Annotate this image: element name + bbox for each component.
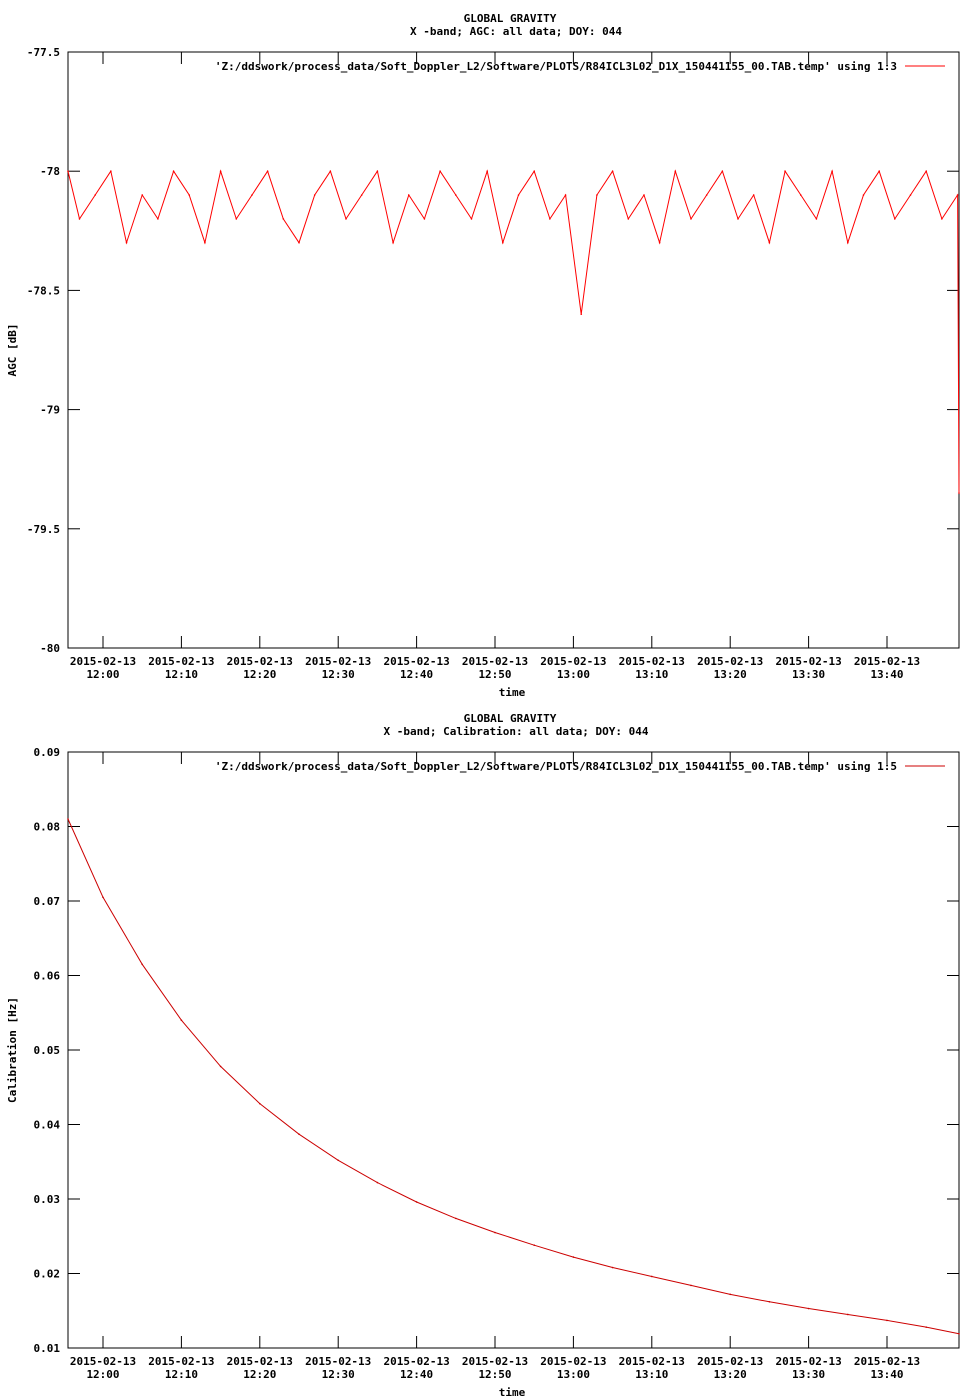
y-tick-label: 0.05 xyxy=(33,1044,60,1057)
x-tick-date: 2015-02-13 xyxy=(461,1355,529,1368)
y-tick-label: 0.01 xyxy=(33,1342,60,1355)
plot-frame xyxy=(68,52,959,648)
chart-title: GLOBAL GRAVITY xyxy=(463,12,557,25)
data-point xyxy=(690,218,692,220)
data-point xyxy=(941,218,943,220)
data-point xyxy=(706,194,708,196)
series-line xyxy=(68,171,959,493)
x-tick-date: 2015-02-13 xyxy=(69,655,137,668)
x-tick-date: 2015-02-13 xyxy=(69,1355,137,1368)
y-tick-label: 0.08 xyxy=(33,820,60,834)
data-point xyxy=(392,242,394,244)
data-point xyxy=(533,1244,535,1246)
x-tick-time: 13:30 xyxy=(792,1368,826,1381)
data-point xyxy=(259,1103,261,1105)
legend-label: 'Z:/ddswork/process_data/Soft_Doppler_L2/Software/PLOTS/R84ICL3L02_D1X_150441155_00.TAB.temp' using 1:5 xyxy=(214,760,897,773)
data-point xyxy=(361,194,363,196)
x-tick-time: 12:00 xyxy=(86,668,120,681)
data-point xyxy=(102,896,104,898)
data-point xyxy=(439,170,441,172)
calibration-series xyxy=(67,818,960,1334)
data-point xyxy=(808,1308,810,1310)
x-tick-date: 2015-02-13 xyxy=(461,655,529,668)
x-tick-time: 12:40 xyxy=(400,1368,434,1381)
data-point xyxy=(204,242,206,244)
y-tick-label: 0.03 xyxy=(33,1193,60,1206)
data-point xyxy=(416,1201,418,1203)
y-axis-label: Calibration [Hz] xyxy=(6,997,19,1103)
x-tick-date: 2015-02-13 xyxy=(226,1355,293,1368)
y-tick-label: 0.02 xyxy=(33,1267,60,1281)
agc-series xyxy=(67,170,960,493)
x-tick-date: 2015-02-13 xyxy=(148,655,215,668)
data-point xyxy=(729,1294,731,1296)
data-point xyxy=(958,492,960,494)
data-point xyxy=(847,1314,849,1316)
x-tick-date: 2015-02-13 xyxy=(618,1355,685,1368)
data-point xyxy=(690,1285,692,1287)
plot-frame xyxy=(68,752,959,1348)
chart-subtitle: X -band; AGC: all data; DOY: 044 xyxy=(410,25,622,38)
data-point xyxy=(769,242,771,244)
data-point xyxy=(157,218,159,220)
y-ticks xyxy=(27,46,959,655)
data-point xyxy=(455,1218,457,1220)
x-tick-date: 2015-02-13 xyxy=(853,1355,921,1368)
data-point xyxy=(220,170,222,172)
x-tick-date: 2015-02-13 xyxy=(226,655,293,668)
data-point xyxy=(377,170,379,172)
y-tick-label: -77.5 xyxy=(26,46,60,59)
x-tick-time: 12:20 xyxy=(243,1368,277,1381)
data-point xyxy=(298,1133,300,1135)
x-tick-time: 12:30 xyxy=(321,668,355,681)
data-point xyxy=(958,1333,960,1335)
data-point xyxy=(267,170,269,172)
calibration-chart xyxy=(6,712,960,1399)
y-tick-label: -78 xyxy=(40,165,60,179)
y-tick-label: 0.09 xyxy=(33,746,60,759)
data-point xyxy=(800,194,802,196)
x-tick-time: 13:30 xyxy=(792,668,826,681)
legend-label: 'Z:/ddswork/process_data/Soft_Doppler_L2/Software/PLOTS/R84ICL3L02_D1X_150441155_00.TAB.temp' using 1:3 xyxy=(214,60,897,73)
data-point xyxy=(580,313,582,315)
data-point xyxy=(753,194,755,196)
x-tick-date: 2015-02-13 xyxy=(853,655,921,668)
data-point xyxy=(110,170,112,172)
agc-chart xyxy=(6,12,960,699)
x-tick-date: 2015-02-13 xyxy=(383,655,450,668)
x-ticks xyxy=(70,752,920,1381)
data-point xyxy=(298,242,300,244)
chart-subtitle: X -band; Calibration: all data; DOY: 044 xyxy=(383,725,649,738)
data-point xyxy=(518,194,520,196)
data-point xyxy=(330,170,332,172)
data-point xyxy=(533,170,535,172)
data-point xyxy=(612,170,614,172)
data-point xyxy=(769,1301,771,1303)
x-tick-time: 13:40 xyxy=(870,668,904,681)
x-tick-time: 12:00 xyxy=(86,1368,120,1381)
data-point xyxy=(94,194,96,196)
data-point xyxy=(894,218,896,220)
data-point xyxy=(651,1276,653,1278)
data-point xyxy=(235,218,237,220)
x-tick-time: 13:20 xyxy=(713,1368,747,1381)
data-point xyxy=(471,218,473,220)
data-point xyxy=(675,170,677,172)
x-tick-time: 13:10 xyxy=(635,1368,669,1381)
data-point xyxy=(573,1256,575,1258)
x-tick-date: 2015-02-13 xyxy=(618,655,685,668)
x-tick-date: 2015-02-13 xyxy=(775,655,842,668)
data-point xyxy=(878,170,880,172)
chart-title: GLOBAL GRAVITY xyxy=(463,712,557,725)
data-point xyxy=(925,1326,927,1328)
x-tick-date: 2015-02-13 xyxy=(383,1355,450,1368)
data-point xyxy=(408,194,410,196)
data-point xyxy=(283,218,285,220)
data-point xyxy=(596,194,598,196)
data-point xyxy=(925,170,927,172)
data-point xyxy=(659,242,661,244)
x-tick-date: 2015-02-13 xyxy=(697,655,764,668)
data-point xyxy=(79,218,81,220)
data-point xyxy=(220,1066,222,1068)
data-point xyxy=(549,218,551,220)
x-tick-date: 2015-02-13 xyxy=(775,1355,842,1368)
x-axis-label: time xyxy=(498,1386,526,1399)
y-tick-label: 0.06 xyxy=(33,969,60,983)
data-point xyxy=(455,194,457,196)
x-tick-time: 12:30 xyxy=(321,1368,355,1381)
x-tick-time: 12:40 xyxy=(400,668,434,681)
data-point xyxy=(863,194,865,196)
data-point xyxy=(377,1182,379,1184)
data-point xyxy=(910,194,912,196)
data-point xyxy=(141,964,143,966)
y-tick-label: -79.5 xyxy=(26,522,60,536)
data-point xyxy=(67,170,69,172)
x-tick-time: 13:40 xyxy=(870,1368,904,1381)
x-axis-label: time xyxy=(498,686,526,699)
data-point xyxy=(565,194,567,196)
data-point xyxy=(612,1267,614,1269)
data-point xyxy=(141,194,143,196)
data-point xyxy=(181,1019,183,1021)
data-point xyxy=(188,194,190,196)
y-ticks xyxy=(34,746,960,1355)
x-tick-date: 2015-02-13 xyxy=(540,1355,607,1368)
x-tick-time: 12:50 xyxy=(478,1368,512,1381)
data-point xyxy=(486,170,488,172)
x-tick-date: 2015-02-13 xyxy=(540,655,607,668)
series-line xyxy=(68,819,959,1334)
data-point xyxy=(345,218,347,220)
x-tick-time: 13:20 xyxy=(713,668,747,681)
x-tick-time: 12:20 xyxy=(243,668,277,681)
data-point xyxy=(173,170,175,172)
y-tick-label: 0.07 xyxy=(33,895,60,908)
data-point xyxy=(722,170,724,172)
x-tick-date: 2015-02-13 xyxy=(305,1355,372,1368)
data-point xyxy=(816,218,818,220)
y-axis-label: AGC [dB] xyxy=(6,323,19,377)
x-ticks xyxy=(70,52,920,681)
x-tick-time: 12:50 xyxy=(478,668,512,681)
y-tick-label: -80 xyxy=(40,642,60,655)
data-point xyxy=(314,194,316,196)
data-point xyxy=(737,218,739,220)
data-point xyxy=(627,218,629,220)
data-point xyxy=(424,218,426,220)
y-tick-label: -79 xyxy=(40,403,60,417)
x-tick-date: 2015-02-13 xyxy=(148,1355,215,1368)
data-point xyxy=(957,194,959,196)
x-tick-date: 2015-02-13 xyxy=(697,1355,764,1368)
data-point xyxy=(126,242,128,244)
y-tick-label: 0.04 xyxy=(33,1118,60,1132)
data-point xyxy=(494,1232,496,1234)
x-tick-time: 13:00 xyxy=(556,1368,590,1381)
data-point xyxy=(886,1320,888,1322)
x-tick-time: 13:10 xyxy=(635,668,669,681)
data-point xyxy=(502,242,504,244)
data-point xyxy=(831,170,833,172)
data-point xyxy=(643,194,645,196)
data-point xyxy=(847,242,849,244)
x-tick-date: 2015-02-13 xyxy=(305,655,372,668)
data-point xyxy=(67,818,69,820)
data-point xyxy=(337,1159,339,1161)
x-tick-time: 12:10 xyxy=(164,1368,198,1381)
data-point xyxy=(784,170,786,172)
y-tick-label: -78.5 xyxy=(26,284,60,298)
x-tick-time: 13:00 xyxy=(556,668,590,681)
x-tick-time: 12:10 xyxy=(164,668,198,681)
data-point xyxy=(251,194,253,196)
